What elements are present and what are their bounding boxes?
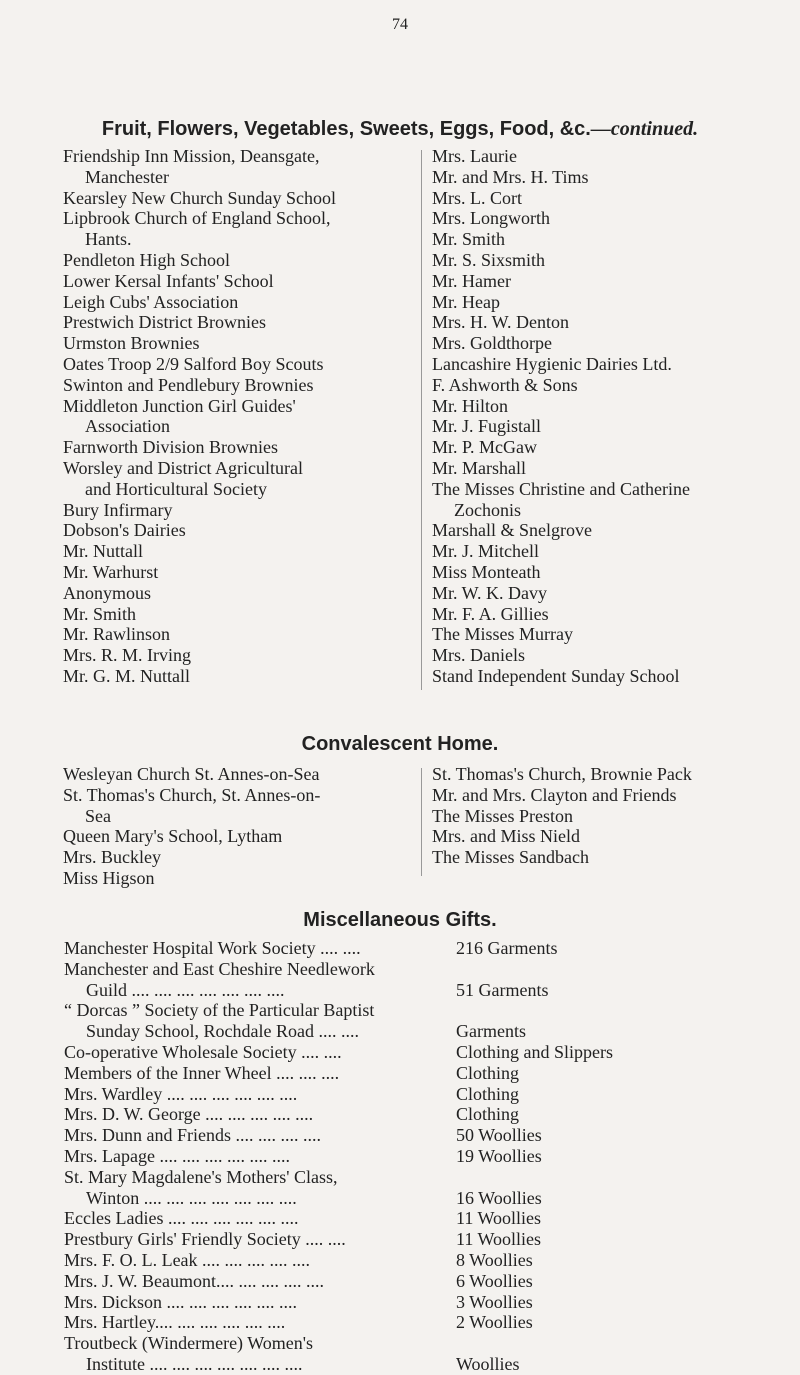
list-item: Anonymous	[63, 582, 152, 603]
list-item: Leigh Cubs' Association	[63, 291, 239, 312]
list-item: Mrs. H. W. Denton	[432, 312, 570, 333]
gift-description: 16 Woollies	[456, 1187, 542, 1208]
list-item: Mr. J. Mitchell	[432, 541, 539, 562]
gift-donor: Mrs. Dunn and Friends .... .... .... ....	[64, 1125, 321, 1146]
gift-donor: Winton .... .... .... .... .... .... ....	[86, 1187, 297, 1208]
gift-description: Clothing	[456, 1062, 520, 1083]
list-item: Mr. Nuttall	[63, 541, 143, 562]
list-item: The Misses Murray	[432, 624, 573, 645]
page-number: 74	[392, 16, 408, 33]
gift-donor: Mrs. Dickson .... .... .... .... .... ....	[64, 1291, 297, 1312]
list-item: Mr. Hamer	[432, 270, 511, 291]
list-item: Mr. W. K. Davy	[432, 582, 548, 603]
list-item: Lancashire Hygienic Dairies Ltd.	[432, 353, 672, 374]
gift-description: Clothing	[456, 1083, 520, 1104]
list-item: Hants.	[85, 229, 132, 250]
gift-donor: Mrs. Lapage .... .... .... .... .... ....	[64, 1146, 290, 1166]
gift-description: Garments	[456, 1021, 526, 1042]
gift-donor: Mrs. J. W. Beaumont.... .... .... .... ....	[64, 1270, 325, 1291]
list-item: Mr. P. McGaw	[432, 437, 538, 458]
convalescent-list-left	[63, 764, 320, 889]
list-item: Mr. Warhurst	[63, 561, 159, 582]
list-item: Mrs. Buckley	[63, 847, 161, 868]
list-item: Marshall & Snelgrove	[432, 520, 592, 541]
list-item: Mr. F. A. Gillies	[432, 603, 549, 624]
list-item: Mr. S. Sixsmith	[432, 249, 546, 270]
list-item: Mrs. R. M. Irving	[63, 645, 192, 666]
list-item: Mrs. L. Cort	[432, 187, 522, 208]
list-item: Mrs. Goldthorpe	[432, 333, 552, 354]
list-item: The Misses Christine and Catherine	[432, 478, 690, 499]
column-divider	[421, 768, 422, 876]
column-divider	[421, 150, 422, 690]
donor-list-left	[63, 146, 336, 687]
list-item: Middleton Junction Girl Guides'	[63, 395, 296, 416]
list-item: Miss Higson	[63, 867, 155, 888]
gift-donor: Mrs. Wardley .... .... .... .... .... ....	[64, 1083, 298, 1104]
gift-donor: Mrs. Hartley.... .... .... .... .... ....	[64, 1312, 286, 1333]
list-item: Mr. Hilton	[432, 395, 509, 416]
list-item: Association	[85, 416, 170, 437]
list-item: Mrs. Daniels	[432, 645, 525, 666]
list-item: Worsley and District Agricultural	[63, 457, 303, 478]
section-heading-convalescent-home: Convalescent Home.	[301, 733, 499, 755]
list-item: Lipbrook Church of England School,	[63, 208, 331, 229]
list-item: Mr. Rawlinson	[63, 624, 171, 645]
gift-donor: Mrs. D. W. George .... .... .... .... ....	[64, 1104, 314, 1125]
list-item: Mr. Smith	[432, 229, 506, 250]
gift-description: 8 Woollies	[456, 1250, 533, 1270]
section-title: Fruit, Flowers, Vegetables, Sweets, Eggs, Food, &c.	[101, 118, 591, 140]
gift-donor: Manchester Hospital Work Society .... ....	[64, 938, 361, 958]
gift-donor: Mrs. F. O. L. Leak .... .... .... .... ....	[64, 1250, 311, 1270]
gift-description: Clothing and Slippers	[456, 1042, 613, 1062]
list-item: Friendship Inn Mission, Deansgate,	[63, 146, 320, 166]
list-item: Oates Troop 2/9 Salford Boy Scouts	[63, 353, 324, 374]
gift-donor: Eccles Ladies .... .... .... .... .... ....	[64, 1208, 299, 1229]
list-item: St. Thomas's Church, St. Annes-on-	[63, 784, 321, 805]
gift-donor: Troutbeck (Windermere) Women's	[64, 1333, 314, 1354]
list-item: Mr. J. Fugistall	[432, 416, 542, 437]
gift-description: 11 Woollies	[456, 1229, 542, 1250]
list-item: Mrs. Laurie	[432, 146, 517, 166]
list-item: Kearsley New Church Sunday School	[63, 187, 336, 208]
gift-donor: Institute .... .... .... .... .... .... ....	[86, 1354, 303, 1374]
list-item: Manchester	[85, 166, 169, 187]
list-item: Lower Kersal Infants' School	[63, 270, 274, 291]
list-item: and Horticultural Society	[85, 478, 267, 499]
gift-description: 6 Woollies	[456, 1270, 533, 1291]
gift-description: Woollies	[456, 1354, 520, 1374]
donor-list-right	[432, 146, 690, 687]
list-item: Mr. Smith	[63, 603, 137, 624]
list-item: Urmston Brownies	[63, 333, 200, 354]
list-item: Swinton and Pendlebury Brownies	[63, 374, 314, 395]
gift-description: 11 Woollies	[456, 1208, 542, 1229]
list-item: Dobson's Dairies	[63, 520, 186, 541]
list-item: Zochonis	[454, 499, 521, 520]
list-item: Farnworth Division Brownies	[63, 437, 278, 458]
gift-description: Clothing	[456, 1104, 520, 1125]
gift-description: 50 Woollies	[456, 1125, 542, 1146]
gift-description: 19 Woollies	[456, 1146, 542, 1166]
list-item: Stand Independent Sunday School	[432, 665, 680, 686]
list-item: Prestwich District Brownies	[63, 312, 266, 333]
list-item: St. Thomas's Church, Brownie Pack	[432, 764, 692, 784]
convalescent-list-right	[432, 764, 692, 868]
section-heading-fruit-flowers	[0, 118, 800, 141]
list-item: Mr. and Mrs. Clayton and Friends	[432, 784, 677, 805]
section-title-suffix: —continued.	[590, 118, 699, 140]
list-item: The Misses Sandbach	[432, 847, 589, 868]
gift-donor: Prestbury Girls' Friendly Society .... ....	[64, 1229, 346, 1250]
gift-description: 3 Woollies	[456, 1291, 533, 1312]
section-heading-miscellaneous-gifts: Miscellaneous Gifts.	[303, 909, 497, 931]
gift-donor: “ Dorcas ” Society of the Particular Baptist	[64, 1000, 375, 1021]
gift-donor: Sunday School, Rochdale Road .... ....	[86, 1021, 359, 1042]
list-item: F. Ashworth & Sons	[432, 374, 578, 395]
list-item: Mr. G. M. Nuttall	[63, 665, 191, 686]
list-item: Mr. and Mrs. H. Tims	[432, 166, 589, 187]
list-item: Mr. Marshall	[432, 457, 526, 478]
list-item: Bury Infirmary	[63, 499, 173, 520]
list-item: Mrs. and Miss Nield	[432, 826, 580, 847]
list-item: Mr. Heap	[432, 291, 500, 312]
gift-donor: Manchester and East Cheshire Needlework	[64, 958, 375, 979]
list-item: Pendleton High School	[63, 249, 230, 270]
gift-description: 51 Garments	[456, 979, 549, 1000]
list-item: Wesleyan Church St. Annes-on-Sea	[63, 764, 320, 784]
list-item: Sea	[85, 805, 111, 826]
gift-description: 2 Woollies	[456, 1312, 533, 1333]
list-item: Mrs. Longworth	[432, 208, 550, 229]
gift-description: 216 Garments	[456, 938, 558, 958]
list-item: Miss Monteath	[432, 561, 541, 582]
list-item: The Misses Preston	[432, 805, 573, 826]
list-item: Queen Mary's School, Lytham	[63, 826, 283, 847]
gift-donor: Co-operative Wholesale Society .... ....	[64, 1042, 342, 1062]
gift-donor: St. Mary Magdalene's Mothers' Class,	[64, 1166, 338, 1187]
gift-donor: Members of the Inner Wheel .... .... ....	[64, 1062, 340, 1083]
gift-donor: Guild .... .... .... .... .... .... ....	[86, 979, 285, 1000]
